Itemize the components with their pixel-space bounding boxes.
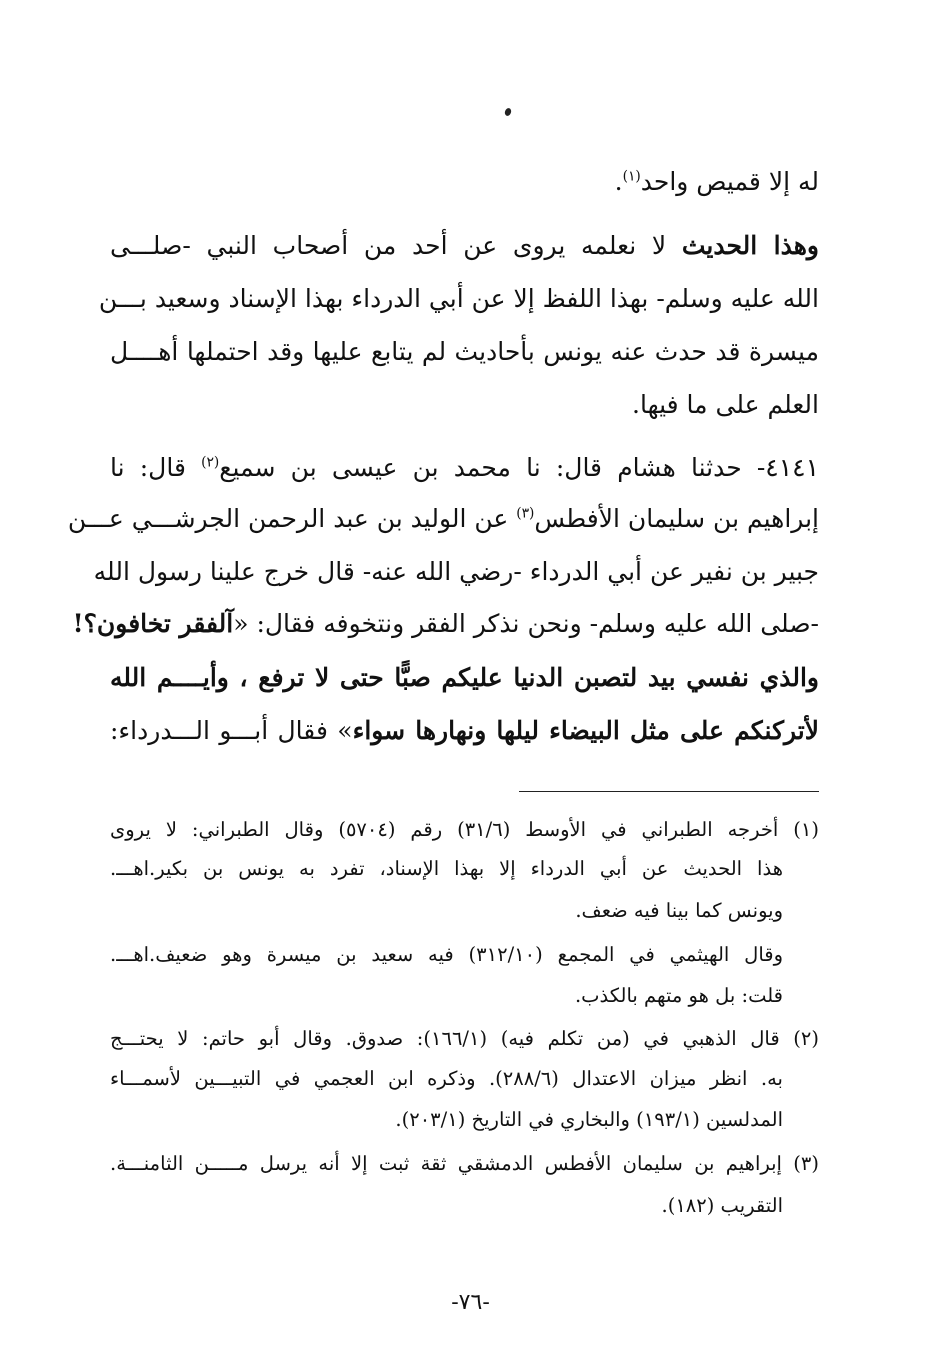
footnote-2-line-2: به. انظر ميزان الاعتدال (٢٨٨/٦). وذكره ابن العجمي في التبيـــين لأسمـــاء	[110, 1067, 783, 1090]
footnote-2-line-1: (٢) قال الذهبي في (من تكلم فيه) (١٦٦/١): صدوق. وقال أبو حاتم: لا يحتـــج	[110, 1027, 820, 1050]
footnote-2-line-3: المدلسين (١٩٣/١) والبخاري في التاريخ (٢٠٣/١).	[395, 1108, 783, 1131]
footnote-1-line-3: ويونس كما بينا فيه ضعف.	[575, 899, 783, 922]
body-line-4: ميسرة قد حدث عنه يونس بأحاديث لم يتابع عليها وقد احتملها أهــــل	[110, 337, 819, 366]
body-line-6: ٤١٤١- حدثنا هشام قال: نا محمد بن عيسى بن سميع$^{(٢)}$ قال: نا	[110, 453, 819, 482]
body-line-5: العلم على ما فيها.	[632, 390, 819, 419]
body-line-3: الله عليه وسلم- بهذا اللفظ إلا عن أبي الدرداء بهذا الإسناد وسعيد بـــن	[98, 284, 819, 313]
body-line-1: له إلا قميص واحد$^{(١)}$.	[614, 167, 819, 196]
body-line-2: وهذا الحديث لا نعلمه يروى عن أحد من أصحاب النبي -صلـــى	[110, 231, 820, 260]
footnote-3-line-1: (٣) إبراهيم بن سليمان الأفطس الدمشقي ثقة ثبت إلا أنه يرسل مـــــن الثامنـــة.	[110, 1152, 819, 1175]
footnote-1-line-4: وقال الهيثمي في المجمع (٣١٢/١٠) فيه سعيد بن ميسرة وهو ضعيف.اهـــ.	[110, 943, 784, 966]
footnote-separator	[519, 791, 819, 792]
footnote-1-line-2: هذا الحديث عن أبي الدرداء إلا بهذا الإسناد، تفرد به يونس بن بكير.اهـــ.	[110, 857, 783, 880]
body-line-10: والذي نفسي بيد لتصبن الدنيا عليكم صبًّا حتى لا ترفع ، وأيــــم الله	[110, 663, 819, 692]
page-number: -٧٦-	[451, 1290, 490, 1315]
footnote-1-line-5: قلت: بل هو متهم بالكذب.	[574, 984, 783, 1007]
body-line-11: لأتركنكم على مثل البيضاء ليلها ونهارها سواء» فقال أبـــو الـــدرداء:	[110, 716, 819, 745]
footnote-3-line-2: التقريب (١٨٢).	[661, 1194, 783, 1217]
body-line-7: إبراهيم بن سليمان الأفطس$^{(٣)}$ عن الوليد بن عبد الرحمن الجرشـــي عـــن	[67, 504, 819, 533]
footnote-1-line-1: (١) أخرجه الطبراني في الأوسط (٣١/٦) رقم (٥٧٠٤) وقال الطبراني: لا يروى	[110, 818, 819, 841]
body-line-9: -صلى الله عليه وسلم- ونحن نذكر الفقر ونتخوفه فقال: «آلفقر تخافون؟!	[72, 609, 819, 638]
body-line-8: جبير بن نفير عن أبي الدرداء -رضي الله عنه- قال خرج علينا رسول الله	[93, 557, 819, 586]
ink-dot	[504, 107, 512, 117]
